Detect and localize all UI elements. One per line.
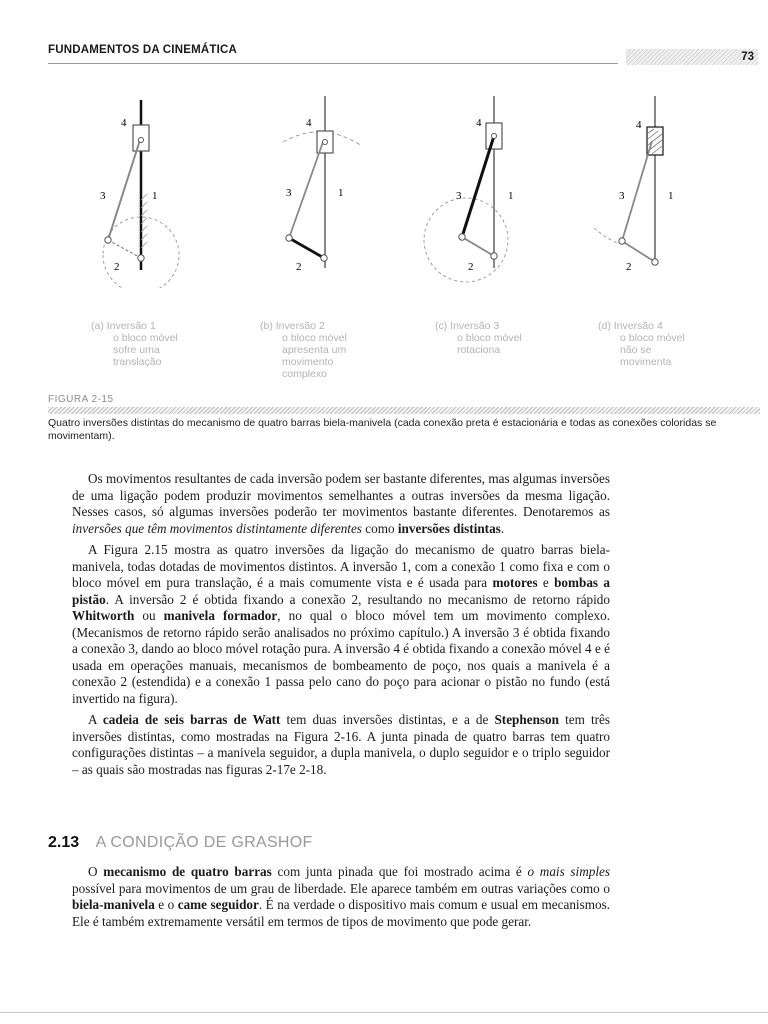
- panel-d-label-2: 2: [626, 261, 632, 273]
- panel-b-label-4: 4: [306, 117, 312, 129]
- panel-c-label-2: 2: [468, 261, 474, 273]
- section-heading: [48, 834, 313, 852]
- page-number-tab: [626, 49, 758, 65]
- text-run: A Figura 2.15 mostra as quatro inversões da ligação do mecanismo de quatro barras biela-manivela, todas dotadas de movimentos distintos. A inversão 1, com a conexão 1 como fixa e com o bloco móvel em pura translação, é a mais comumente vista e é usada para: [72, 542, 610, 590]
- section-body-text: [72, 864, 610, 930]
- paragraph: [72, 542, 610, 707]
- panel-b-label-1: 1: [338, 187, 344, 199]
- bold-term: came seguidor: [177, 897, 259, 912]
- text-run: .: [500, 520, 505, 536]
- italic-term: inversões que têm movimentos distintamente diferentes: [72, 520, 362, 536]
- bold-term: biela-manivela: [72, 897, 155, 912]
- page-bottom-edge: [0, 1012, 768, 1013]
- text-run: . É na verdade o dispositivo mais comum e usual em mecanismos. Ele é também extremamente versátil em termos de tipos de movimento que pode gerar.: [72, 897, 610, 929]
- bold-term: inversões distintas: [397, 520, 501, 536]
- figure-label: FIGURA 2-15: [48, 394, 114, 405]
- panel-b-label-3: 3: [286, 187, 292, 199]
- panel-b-caption: (b) Inversão 2 o bloco móvel apresenta um movimento complexo: [260, 320, 347, 380]
- panel-c-label-3: 3: [456, 190, 462, 202]
- body-text: [72, 471, 610, 778]
- header-rule: [48, 63, 618, 64]
- panel-a-caption: (a) Inversão 1 o bloco móvel sofre uma translação: [91, 320, 178, 368]
- bold-term: mecanismo de quatro barras: [103, 864, 272, 879]
- panel-d-label-4: 4: [636, 119, 642, 131]
- panel-c-diagram: [424, 96, 514, 282]
- panel-d-caption: (d) Inversão 4 o bloco móvel não se movimenta: [598, 320, 685, 368]
- text-run: como: [361, 520, 398, 536]
- text-run: A: [88, 712, 103, 727]
- panel-a-label-1: 1: [152, 190, 158, 202]
- panel-a-diagram: [100, 100, 179, 288]
- text-run: O: [88, 864, 104, 879]
- bold-term: Stephenson: [494, 712, 559, 727]
- section-title: A CONDIÇÃO DE GRASHOF: [95, 834, 313, 851]
- text-run: tem duas inversões distintas, e a de: [280, 712, 495, 727]
- panel-a-label-3: 3: [100, 190, 106, 202]
- italic-term: o mais simples: [527, 864, 610, 879]
- panel-b-diagram: [283, 96, 362, 273]
- panel-c-caption: (c) Inversão 3 o bloco móvel rotaciona: [435, 320, 522, 356]
- page-number: 73: [741, 51, 754, 63]
- panel-d-label-3: 3: [619, 190, 625, 202]
- paragraph: [72, 864, 610, 930]
- bold-term: motores: [492, 575, 538, 590]
- text-run: ou: [134, 608, 164, 623]
- section-number: 2.13: [48, 834, 80, 851]
- panel-c-label-4: 4: [476, 117, 482, 129]
- figure-caption: Quatro inversões distintas do mecanismo de quatro barras biela-manivela (cada conexão preta é estacionária e todas as conexões coloridas se movimentam).: [48, 417, 717, 442]
- text-run: Os movimentos resultantes de cada inversão podem ser bastante diferentes, mas algumas inversões de uma ligação podem produzir movimentos semelhantes a outras inversões da mesma ligação. Nesses casos, só algumas inversões poderão ter movimentos bastante diferentes. Denotaremos as: [72, 471, 610, 519]
- text-run: , no qual o bloco móvel tem um movimento complexo. (Mecanismos de retorno rápido serão analisados no próximo capítulo.) A inversão 3 é obtida fixando a conexão 3, dando ao bloco móvel rotação pura. A inversão 4 é obtida fixando a conexão móvel 4 e é usada em operações manuais, mecanismos de bombeamento de poço, nos quais a manivela é a conexão 2 (estendida) e a conexão 1 passa pelo cano do poço para acionar o pistão no fundo (está invertido na figura).: [72, 608, 611, 706]
- bold-term: Whitworth: [72, 608, 135, 623]
- bold-term: manivela formador: [163, 608, 278, 623]
- text-run: com junta pinada que foi mostrado acima é: [271, 864, 528, 879]
- figure-2-15-diagram: [60, 88, 700, 288]
- panel-c-label-1: 1: [508, 190, 514, 202]
- bold-term: cadeia de seis barras de Watt: [102, 712, 281, 727]
- panel-d-label-1: 1: [668, 190, 674, 202]
- text-run: tem três inversões distintas, como mostradas na Figura 2-16. A junta pinada de quatro barras tem quatro configurações distintas – a manivela seguidor, a dupla manivela, o duplo seguidor e o triplo seguidor – as quais são mostradas nas figuras 2-17e 2-18.: [72, 712, 610, 777]
- panel-a-label-2: 2: [114, 261, 120, 273]
- text-run: possível para movimentos de um grau de liberdade. Ele aparece também em outras variações como o: [72, 880, 610, 896]
- panel-b-label-2: 2: [296, 261, 302, 273]
- paragraph: [72, 712, 610, 778]
- text-run: . A inversão 2 é obtida fixando a conexão 2, resultando no mecanismo de retorno rápido: [105, 591, 610, 607]
- text-run: e: [537, 575, 555, 590]
- text-run: e o: [154, 897, 178, 912]
- panel-a-label-4: 4: [121, 117, 127, 129]
- figure-caption-band: [48, 407, 760, 414]
- running-title: FUNDAMENTOS DA CINEMÁTICA: [48, 44, 237, 56]
- paragraph: [72, 471, 610, 537]
- bold-term: bombas a pistão: [72, 575, 610, 607]
- panel-d-diagram: [594, 96, 674, 273]
